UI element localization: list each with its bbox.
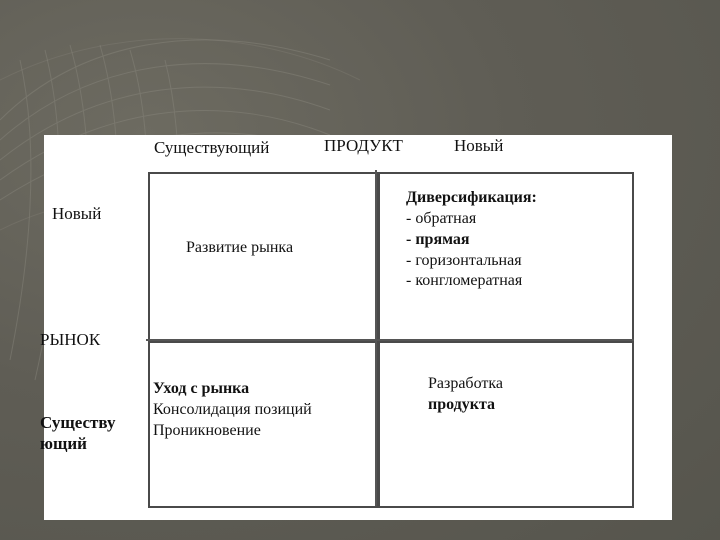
- quadrant-top-right-item: - прямая: [406, 231, 470, 248]
- quadrant-top-right-item: - горизонтальная: [406, 252, 522, 269]
- quadrant-top-right: [378, 172, 634, 342]
- side-market-label: РЫНОК: [40, 330, 101, 349]
- quadrant-bottom-right-line: Разработка: [428, 375, 503, 392]
- quadrant-bottom-right: [378, 341, 634, 508]
- header-existing-label: Существующий: [154, 138, 270, 157]
- header-new-label: Новый: [454, 136, 504, 155]
- header-product-label: ПРОДУКТ: [324, 136, 403, 155]
- horizontal-divider: [146, 339, 634, 341]
- quadrant-bottom-left-line: Уход с рынка: [153, 380, 250, 397]
- diagram-slide: [40, 135, 672, 520]
- quadrant-bottom-left-line: Консолидация позиций: [153, 401, 312, 418]
- side-new-label: Новый: [52, 204, 102, 223]
- quadrant-bottom-left: [148, 341, 378, 508]
- side-existing-label-line1: Существу: [40, 413, 116, 432]
- quadrant-top-left: [148, 172, 378, 342]
- quadrant-top-right-title: Диверсификация:: [406, 189, 537, 206]
- quadrant-bottom-right-line: продукта: [428, 396, 496, 413]
- vertical-divider: [375, 170, 377, 506]
- quadrant-top-right-item: - конгломератная: [406, 272, 523, 289]
- quadrant-top-left-text: Развитие рынка: [186, 239, 294, 256]
- quadrant-bottom-left-line: Проникновение: [153, 422, 261, 439]
- quadrant-top-right-item: - обратная: [406, 210, 477, 227]
- side-existing-label-line2: ющий: [40, 434, 87, 453]
